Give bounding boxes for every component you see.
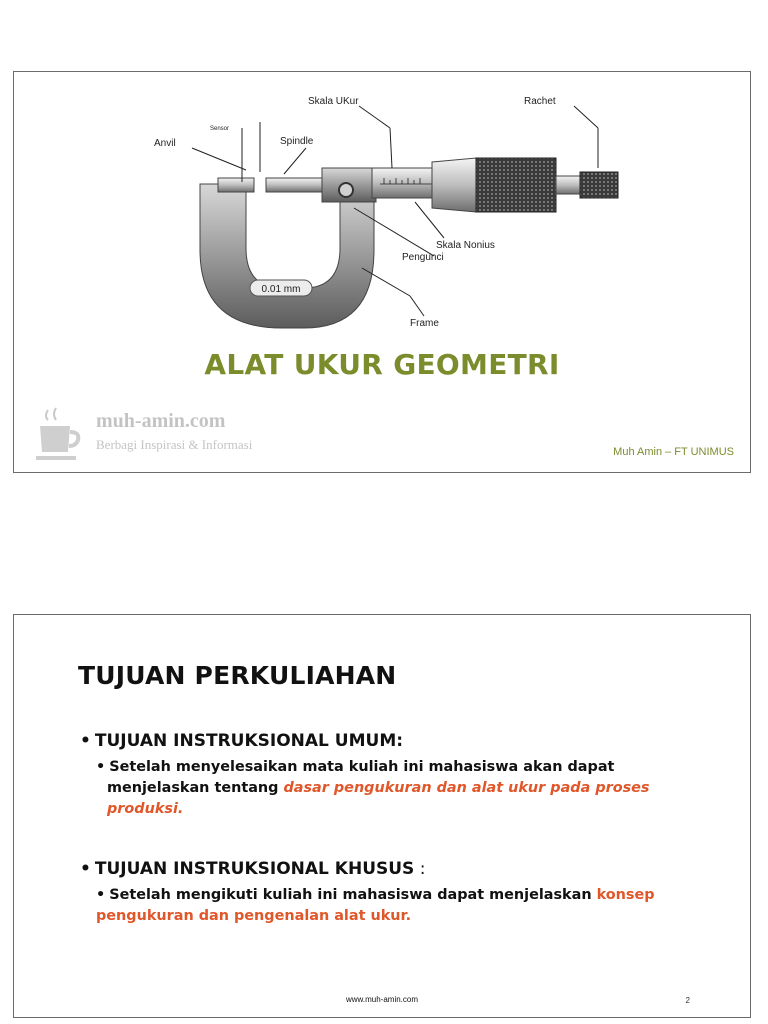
frame-shape: [200, 184, 374, 328]
bullet: •: [96, 759, 106, 775]
rachet-label: Rachet: [524, 96, 556, 107]
khusus-highlight: konsep pengukuran dan pengenalan alat ukur.: [96, 887, 655, 924]
heading-khusus-text: TUJUAN INSTRUKSIONAL KHUSUS: [94, 859, 415, 879]
paragraph-khusus: [96, 885, 696, 927]
sleeve-shape: [372, 168, 436, 198]
bullet: •: [80, 731, 91, 751]
page-number: 2: [685, 996, 690, 1005]
slide-title: [13, 71, 751, 473]
logo-tagline: Berbagi Inspirasi & Informasi: [96, 437, 253, 452]
thimble-shape: [432, 158, 476, 212]
sensor-label: Sensor: [210, 126, 230, 132]
heading-khusus-colon: :: [414, 859, 426, 879]
bullet: •: [96, 887, 106, 903]
coffee-cup-icon: [36, 406, 84, 464]
slide-title-text: ALAT UKUR GEOMETRI: [204, 348, 560, 381]
knurled-grip: [476, 158, 556, 212]
heading-umum: [80, 731, 403, 751]
umum-text-2: menjelaskan tentang: [107, 780, 279, 796]
slide-objectives-title: TUJUAN PERKULIAHAN: [78, 661, 397, 690]
logo-name: muh-amin.com: [96, 410, 226, 432]
umum-text-1: Setelah menyelesaikan mata kuliah ini mahasiswa akan dapat: [109, 759, 615, 775]
slide-footer-author: Muh Amin – FT UNIMUS: [613, 446, 734, 458]
skala-ukur-label: Skala UKur: [308, 96, 359, 107]
ratchet-shape: [580, 172, 618, 198]
khusus-text-1: Setelah mengikuti kuliah ini mahasiswa dapat menjelaskan: [109, 887, 592, 903]
slide-footer-url: www.muh-amin.com: [345, 995, 418, 1004]
anvil-label: Anvil: [154, 138, 176, 149]
lock-knob: [339, 183, 353, 197]
paragraph-umum: [96, 757, 696, 820]
heading-umum-text: TUJUAN INSTRUKSIONAL UMUM:: [94, 731, 404, 751]
skala-nonius-label: Skala Nonius: [436, 240, 495, 251]
slide-objectives: [13, 614, 751, 1018]
anvil-shape: [218, 178, 254, 192]
pengunci-label: Pengunci: [402, 252, 444, 263]
site-logo: [36, 406, 276, 466]
bullet: •: [80, 859, 91, 879]
spindle-label: Spindle: [280, 136, 314, 147]
resolution-label: 0.01 mm: [261, 284, 301, 295]
umum-highlight: dasar pengukuran dan alat ukur pada proses produksi.: [107, 780, 650, 817]
frame-label: Frame: [410, 318, 439, 329]
heading-khusus: [80, 859, 425, 879]
